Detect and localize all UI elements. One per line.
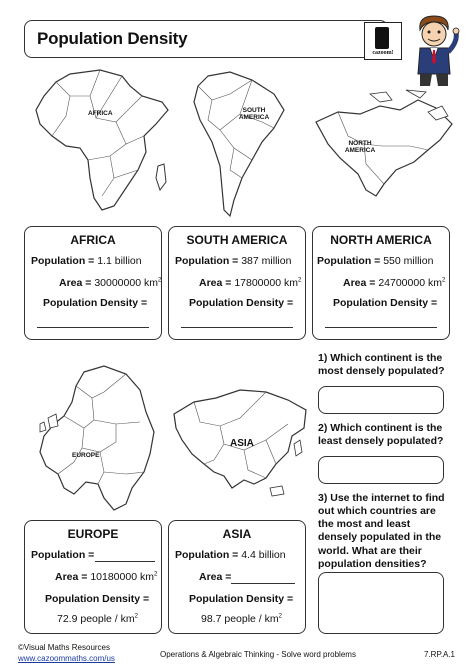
population-row <box>31 549 94 561</box>
africa-map <box>30 66 175 216</box>
population-label: Population = <box>175 549 242 561</box>
population-label: Population = <box>317 255 384 267</box>
answer-box-1[interactable] <box>318 386 444 414</box>
population-answer-line[interactable] <box>95 561 155 562</box>
card-title: NORTH AMERICA <box>330 233 432 247</box>
area-value: 24700000 km <box>378 277 442 289</box>
population-label: Population = <box>31 255 98 267</box>
population-row <box>175 255 291 267</box>
south-america-map-label: SOUTH AMERICA <box>238 107 270 122</box>
area-row <box>55 571 157 583</box>
topic-label: Operations & Algebraic Thinking - Solve word problems <box>160 650 356 659</box>
area-label: Area = <box>199 571 232 583</box>
standard-code: 7.RP.A.1 <box>424 650 455 659</box>
page-title: Population Density <box>37 29 188 48</box>
squared-superscript: 2 <box>441 277 446 284</box>
europe-map <box>34 362 162 514</box>
answer-box-3[interactable] <box>318 572 444 634</box>
south-america-card <box>168 226 306 340</box>
europe-card <box>24 520 162 634</box>
area-label: Area = <box>55 571 91 583</box>
density-value: 72.9 people / $km^2$ <box>57 613 138 625</box>
card-title: EUROPE <box>67 527 119 541</box>
africa-card <box>24 226 162 340</box>
area-row <box>199 571 231 583</box>
population-value: 4.4 billion <box>241 549 286 561</box>
africa-map-label: AFRICA <box>88 110 113 117</box>
title-box <box>24 20 388 58</box>
area-value: 17800000 km <box>234 277 298 289</box>
north-america-card <box>312 226 450 340</box>
question-2: 2) Which continent is the least densely populated? <box>318 422 444 448</box>
density-label: Population Density = <box>333 297 438 309</box>
area-answer-line[interactable] <box>231 583 295 584</box>
density-value: 98.7 people / $km^2$ <box>201 613 282 625</box>
cartoon-boy-illustration <box>406 12 462 90</box>
north-america-map <box>310 88 460 198</box>
population-row <box>31 255 142 267</box>
population-value: 1.1 billion <box>97 255 142 267</box>
copyright: ©Visual Maths Resources <box>18 643 111 652</box>
area-value: 30000000 km <box>94 277 158 289</box>
density-answer-line[interactable] <box>325 327 437 328</box>
south-america-map <box>190 70 290 220</box>
card-title: SOUTH AMERICA <box>186 233 288 247</box>
asia-card <box>168 520 306 634</box>
europe-map-label: EUROPE <box>72 452 100 459</box>
north-america-map-label: NORTH AMERICA <box>344 140 376 155</box>
squared-superscript: 2 <box>157 277 162 284</box>
population-row <box>317 255 433 267</box>
population-row <box>175 549 286 561</box>
population-value: 550 million <box>383 255 434 267</box>
population-label: Population = <box>31 549 95 561</box>
density-answer-line[interactable] <box>37 327 149 328</box>
density-answer-line[interactable] <box>181 327 293 328</box>
website-link[interactable]: www.cazoommaths.com/us <box>18 654 115 663</box>
density-label: Population Density = <box>189 297 294 309</box>
answer-box-2[interactable] <box>318 456 444 484</box>
population-value: 387 million <box>241 255 292 267</box>
area-label: Area = <box>343 277 379 289</box>
card-title: ASIA <box>222 527 252 541</box>
area-label: Area = <box>199 277 235 289</box>
logo-text: cazoom! <box>372 50 394 56</box>
area-row <box>59 277 161 289</box>
density-label: Population Density = <box>43 297 148 309</box>
area-row <box>199 277 301 289</box>
density-label: Population Density = <box>189 593 294 605</box>
area-value: 10180000 km <box>90 571 154 583</box>
squared-superscript: 2 <box>153 571 158 578</box>
cazoom-logo <box>364 22 402 60</box>
area-row <box>343 277 445 289</box>
logo-mark <box>375 27 389 49</box>
squared-superscript: 2 <box>297 277 302 284</box>
area-label: Area = <box>59 277 95 289</box>
population-label: Population = <box>175 255 242 267</box>
question-1: 1) Which continent is the most densely populated? <box>318 352 445 378</box>
card-title: AFRICA <box>70 233 116 247</box>
density-label: Population Density = <box>45 593 150 605</box>
question-3: 3) Use the internet to find out which countries are the most and least densely populated in the world. What are their population densities? <box>318 492 445 570</box>
asia-map-label: ASIA <box>230 438 254 449</box>
